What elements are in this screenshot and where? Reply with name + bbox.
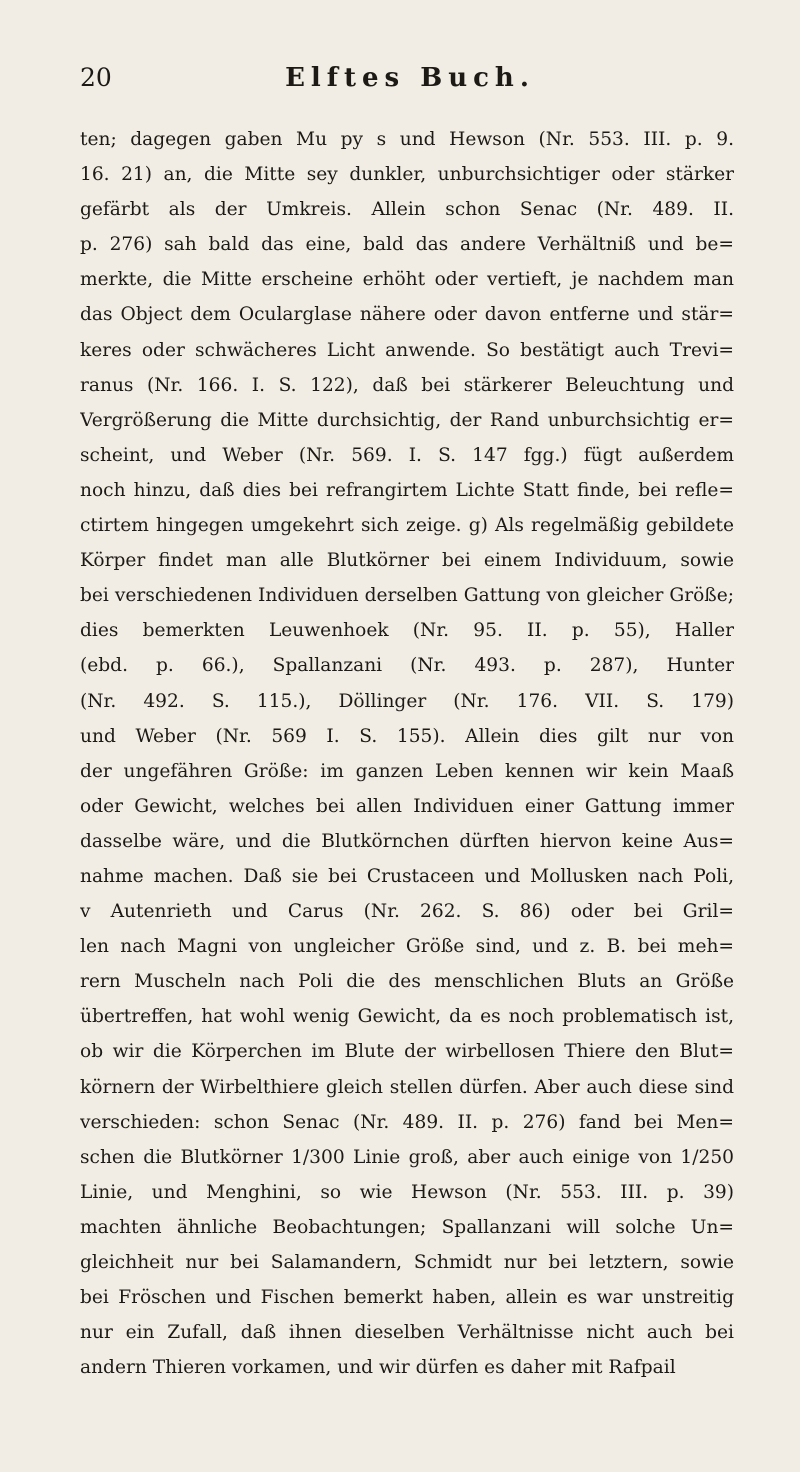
text-line: nur ein Zufall, daß ihnen dieselben Verhältnisse nicht auch bei [80,1322,734,1344]
text-line: noch hinzu, daß dies bei refrangirtem Lichte Statt finde, bei refle= [80,479,734,501]
text-line: rern Muscheln nach Poli die des menschlichen Bluts an Größe [80,971,734,993]
page-number: 20 [80,63,112,92]
text-line: oder Gewicht, welches bei allen Individuen einer Gattung immer [80,795,734,817]
text-line: p. 276) sah bald das eine, bald das andere Verhältniß und be= [80,234,734,256]
text-line: gleichheit nur bei Salamandern, Schmidt nur bei letztern, sowie [80,1252,734,1273]
page-header [80,62,740,102]
body-text [80,122,734,1385]
text-line: körnern der Wirbelthiere gleich stellen dürfen. Aber auch diese sind [80,1076,734,1098]
text-line: bei verschiedenen Individuen derselben Gattung von gleicher Größe; [80,585,734,607]
text-line: das Object dem Ocularglase nähere oder davon entferne und stär= [80,304,734,326]
text-line: ranus (Nr. 166. I. S. 122), daß bei stärkerer Beleuchtung und [80,374,734,396]
text-line: der ungefähren Größe: im ganzen Leben kennen wir kein Maaß [80,760,734,782]
text-line: len nach Magni von ungleicher Größe sind, und z. B. bei meh= [80,936,734,958]
text-line: Vergrößerung die Mitte durchsichtig, der Rand unburchsichtig er= [80,409,734,431]
running-head: Elftes Buch. [285,63,535,93]
text-line: schen die Blutkörner 1/300 Linie groß, aber auch einige von 1/250 [80,1146,734,1168]
text-line: machten ähnliche Beobachtungen; Spallanzani will solche Un= [80,1216,734,1238]
text-line: ten; dagegen gaben Mu py s und Hewson (Nr. 553. III. p. 9. [80,129,734,150]
text-line: nahme machen. Daß sie bei Crustaceen und Mollusken nach Poli, [80,865,734,887]
text-line: bei Fröschen und Fischen bemerkt haben, allein es war unstreitig [80,1287,734,1309]
text-line: keres oder schwächeres Licht anwende. So bestätigt auch Trevi= [80,339,734,361]
text-line: gefärbt als der Umkreis. Allein schon Senac (Nr. 489. II. [80,199,734,221]
text-line: ctirtem hingegen umgekehrt sich zeige. g) Als regelmäßig gebildete [80,515,734,537]
text-line: scheint, und Weber (Nr. 569. I. S. 147 fgg.) fügt außerdem [80,444,734,466]
text-line: und Weber (Nr. 569 I. S. 155). Allein dies gilt nur von [80,725,734,747]
text-line: übertreffen, hat wohl wenig Gewicht, da es noch problematisch ist, [80,1006,734,1028]
text-line: Körper findet man alle Blutkörner bei einem Individuum, sowie [80,550,734,572]
text-line: dies bemerkten Leuwenhoek (Nr. 95. II. p. 55), Haller [80,620,734,642]
text-line: Linie, und Menghini, so wie Hewson (Nr. 553. III. p. 39) [80,1181,734,1203]
text-line: 16. 21) an, die Mitte sey dunkler, unburchsichtiger oder stärker [80,164,734,186]
text-line: ob wir die Körperchen im Blute der wirbellosen Thiere den Blut= [80,1041,734,1063]
text-line: v Autenrieth und Carus (Nr. 262. S. 86) oder bei Gril= [80,901,734,923]
text-line: (ebd. p. 66.), Spallanzani (Nr. 493. p. 287), Hunter [80,655,734,677]
text-line: dasselbe wäre, und die Blutkörnchen dürften hiervon keine Aus= [80,830,734,852]
text-line: andern Thieren vorkamen, und wir dürfen es daher mit Rafpail [80,1357,676,1379]
text-line: (Nr. 492. S. 115.), Döllinger (Nr. 176. VII. S. 179) [80,690,734,712]
text-line: merkte, die Mitte erscheine erhöht oder vertieft, je nachdem man [80,269,734,291]
text-line: verschieden: schon Senac (Nr. 489. II. p. 276) fand bei Men= [80,1111,734,1133]
